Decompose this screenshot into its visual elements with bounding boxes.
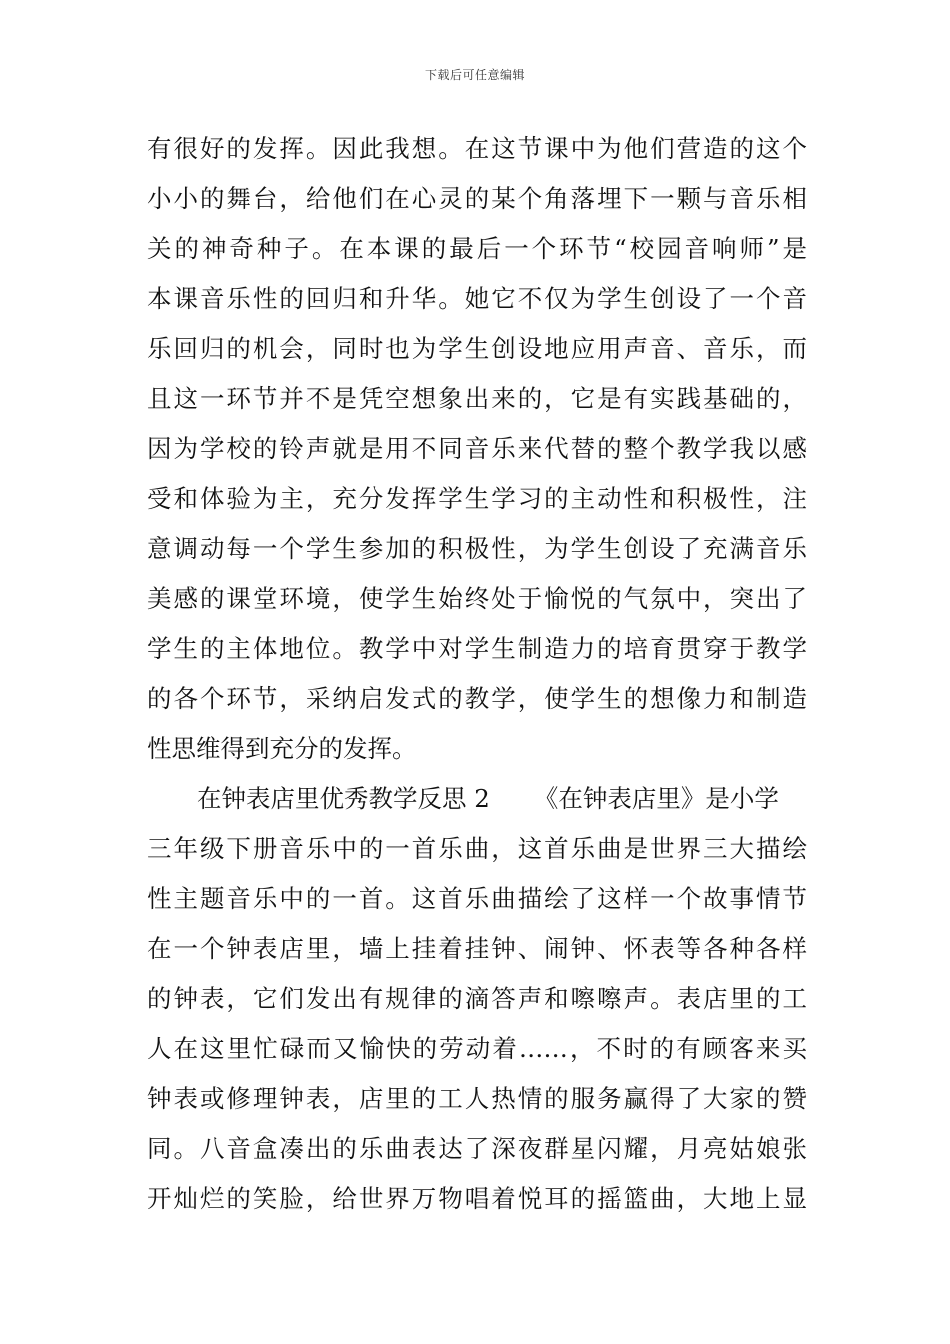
- page-header: 下载后可任意编辑: [424, 68, 525, 82]
- text-run: 《在钟表店里》是小学: [533, 784, 779, 813]
- document-body: [147, 124, 807, 1224]
- text-line: 乐回归的机会，同时也为学生创设地应用声音、音乐，而: [147, 334, 807, 363]
- text-line: 美感的课堂环境，使学生始终处于愉悦的气氛中，突出了: [147, 584, 807, 613]
- paragraph-2: [147, 774, 807, 1224]
- text-line: 学生的主体地位。教学中对学生制造力的培育贯穿于教学: [147, 634, 807, 663]
- text-line: 性思维得到充分的发挥。: [147, 734, 417, 763]
- text-line-heading: [147, 774, 807, 824]
- text-line: 三年级下册音乐中的一首乐曲，这首乐曲是世界三大描绘: [147, 834, 807, 863]
- text-line: 且这一环节并不是凭空想象出来的，它是有实践基础的，: [147, 384, 807, 413]
- section-heading: 在钟表店里优秀教学反思 2: [197, 784, 490, 813]
- text-line: 人在这里忙碌而又愉快的劳动着……，不时的有顾客来买: [147, 1034, 807, 1063]
- text-line: 小小的舞台，给他们在心灵的某个角落埋下一颗与音乐相: [147, 184, 807, 213]
- text-line: 在一个钟表店里，墙上挂着挂钟、闹钟、怀表等各种各样: [147, 934, 807, 963]
- text-line: 同。八音盒凑出的乐曲表达了深夜群星闪耀，月亮姑娘张: [147, 1134, 807, 1163]
- text-line: 因为学校的铃声就是用不同音乐来代替的整个教学我以感: [147, 434, 807, 463]
- text-line: 的各个环节，采纳启发式的教学，使学生的想像力和制造: [147, 684, 807, 713]
- text-line: 受和体验为主，充分发挥学生学习的主动性和积极性，注: [147, 484, 807, 513]
- text-line: 有很好的发挥。因此我想。在这节课中为他们营造的这个: [147, 134, 807, 163]
- text-line: 本课音乐性的回归和升华。她它不仅为学生创设了一个音: [147, 284, 807, 313]
- text-line: 意调动每一个学生参加的积极性，为学生创设了充满音乐: [147, 534, 807, 563]
- text-line: 性主题音乐中的一首。这首乐曲描绘了这样一个故事情节: [147, 884, 807, 913]
- text-line: 关的神奇种子。在本课的最后一个环节“校园音响师”是: [147, 234, 807, 263]
- text-line: 的钟表，它们发出有规律的滴答声和嚓嚓声。表店里的工: [147, 984, 807, 1013]
- paragraph-1: [147, 124, 807, 774]
- text-line: 开灿烂的笑脸，给世界万物唱着悦耳的摇篮曲，大地上显: [147, 1184, 807, 1213]
- text-line: 钟表或修理钟表，店里的工人热情的服务赢得了大家的赞: [147, 1084, 807, 1113]
